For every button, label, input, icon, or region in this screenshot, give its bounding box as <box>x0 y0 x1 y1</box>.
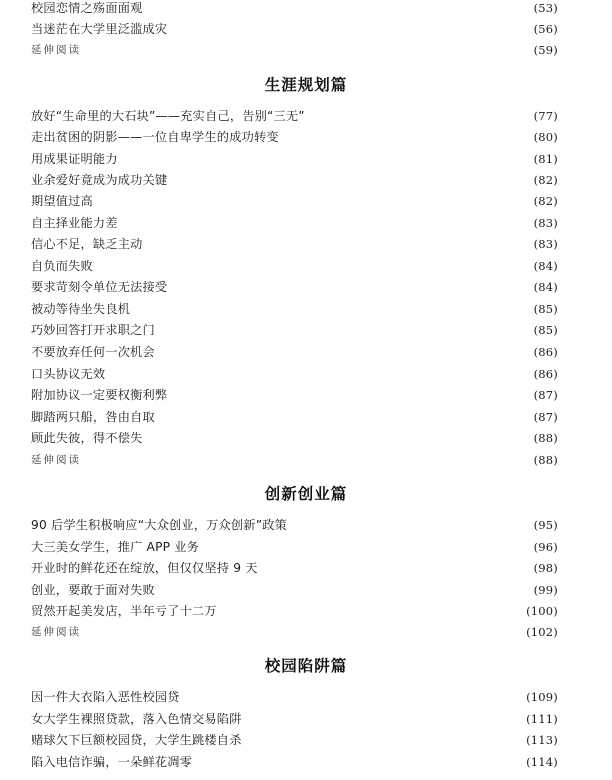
dot-leader <box>170 19 529 39</box>
toc-entry-page: (113) <box>526 733 558 747</box>
toc-entry[interactable] <box>31 385 558 405</box>
toc-entry-title: 陷入电信诈骗，一朵鲜花凋零 <box>31 755 193 769</box>
dot-leader <box>290 515 530 535</box>
toc-entry-title: 创业，要敢于面对失败 <box>31 583 155 597</box>
dot-leader <box>158 407 530 427</box>
dot-leader <box>146 234 530 254</box>
dot-leader <box>121 149 530 169</box>
section-heading: 生涯规划篇 <box>264 76 348 94</box>
toc-entry-page: (87) <box>533 388 558 402</box>
toc-entry[interactable] <box>31 191 558 211</box>
toc-entry-page: (98) <box>533 561 558 575</box>
dot-leader <box>121 213 530 233</box>
toc-entry[interactable] <box>31 537 558 557</box>
toc-entry-title: 被动等待坐失良机 <box>31 302 131 316</box>
toc-entry-page: (77) <box>533 109 558 123</box>
toc-entry-title: 因一件大衣陷入恶性校园贷 <box>31 690 180 704</box>
dot-leader <box>96 256 530 276</box>
toc-entry-title: 顾此失彼，得不偿失 <box>31 431 143 445</box>
toc-entry[interactable] <box>31 213 558 233</box>
toc-entry-page: (100) <box>526 604 558 618</box>
toc-entry-title: 自主择业能力差 <box>31 216 118 230</box>
toc-entry-page: (88) <box>533 431 558 445</box>
toc-entry-title: 大三美女学生，推广 APP 业务 <box>31 540 200 554</box>
toc-entry-page: (96) <box>533 540 558 554</box>
toc-entry-extended-reading[interactable] <box>31 40 558 60</box>
toc-entry-title: 赌球欠下巨额校园贷，大学生跳楼自杀 <box>31 733 242 747</box>
toc-entry-title: 信心不足，缺乏主动 <box>31 237 143 251</box>
toc-entry-title: 开业时的鲜花还在绽放，但仅仅坚持 9 天 <box>31 561 258 575</box>
toc-entry[interactable] <box>31 320 558 340</box>
toc-entry-title: 当迷茫在大学里泛滥成灾 <box>31 22 168 36</box>
toc-entry[interactable] <box>31 428 558 448</box>
dot-leader <box>158 320 530 340</box>
toc-entry-page: (109) <box>526 690 558 704</box>
toc-entry-extended-reading[interactable] <box>31 622 558 642</box>
dot-leader <box>170 170 529 190</box>
toc-entry-title: 延伸阅读 <box>31 454 81 466</box>
dot-leader <box>282 127 530 147</box>
toc-entry-page: (99) <box>533 583 558 597</box>
toc-entry-page: (53) <box>533 1 558 15</box>
toc-entry[interactable] <box>31 234 558 254</box>
toc-entry-title: 巧妙回答打开求职之门 <box>31 323 155 337</box>
toc-entry-page: (83) <box>533 237 558 251</box>
section-heading: 校园陷阱篇 <box>264 657 348 675</box>
toc-entry-title: 自负而失败 <box>31 259 93 273</box>
toc-entry-extended-reading[interactable] <box>31 450 558 470</box>
toc-entry-page: (86) <box>533 367 558 381</box>
toc-entry-page: (82) <box>533 173 558 187</box>
toc-entry[interactable] <box>31 149 558 169</box>
toc-entry[interactable] <box>31 515 558 535</box>
toc-entry[interactable] <box>31 127 558 147</box>
toc-entry-title: 延伸阅读 <box>31 44 81 56</box>
toc-entry-page: (56) <box>533 22 558 36</box>
dot-leader <box>146 428 530 448</box>
toc-entry-title: 不要放弃任何一次机会 <box>31 345 155 359</box>
toc-entry-title: 走出贫困的阴影——一位自卑学生的成功转变 <box>31 130 279 144</box>
toc-entry-title: 延伸阅读 <box>31 626 81 638</box>
toc-entry[interactable] <box>31 709 558 729</box>
toc-entry-title: 口头协议无效 <box>31 367 106 381</box>
dot-leader <box>84 450 530 470</box>
toc-entry-title: 用成果证明能力 <box>31 152 118 166</box>
toc-entry[interactable] <box>31 342 558 362</box>
toc-entry-page: (85) <box>533 323 558 337</box>
toc-entry-page: (82) <box>533 194 558 208</box>
toc-entry-page: (85) <box>533 302 558 316</box>
toc-entry-title: 贸然开起美发店，半年亏了十二万 <box>31 604 217 618</box>
toc-entry[interactable] <box>31 277 558 297</box>
dot-leader <box>202 537 530 557</box>
dot-leader <box>183 687 522 707</box>
dot-leader <box>108 364 529 384</box>
toc-entry[interactable] <box>31 364 558 384</box>
toc-entry[interactable] <box>31 407 558 427</box>
dot-leader <box>195 752 522 772</box>
toc-entry-title: 90 后学生积极响应“大众创业，万众创新”政策 <box>31 518 287 532</box>
toc-entry[interactable] <box>31 106 558 126</box>
toc-entry[interactable] <box>31 687 558 707</box>
toc-entry-page: (80) <box>533 130 558 144</box>
toc-entry[interactable] <box>31 580 558 600</box>
dot-leader <box>245 709 522 729</box>
toc-entry[interactable] <box>31 0 558 18</box>
toc-entry[interactable] <box>31 752 558 772</box>
section-heading: 创新创业篇 <box>264 485 348 503</box>
dot-leader <box>158 342 530 362</box>
toc-entry[interactable] <box>31 601 558 621</box>
toc-entry-page: (83) <box>533 216 558 230</box>
toc-entry-page: (84) <box>533 280 558 294</box>
toc-entry-page: (102) <box>526 625 558 639</box>
dot-leader <box>308 106 530 126</box>
dot-leader <box>133 299 529 319</box>
dot-leader <box>170 277 529 297</box>
dot-leader <box>96 191 530 211</box>
dot-leader <box>220 601 522 621</box>
toc-entry-title: 附加协议一定要权衡利弊 <box>31 388 168 402</box>
toc-entry[interactable] <box>31 558 558 578</box>
toc-entry-page: (81) <box>533 152 558 166</box>
dot-leader <box>261 558 530 578</box>
dot-leader <box>158 580 530 600</box>
toc-entry-page: (88) <box>533 453 558 467</box>
toc-entry-page: (111) <box>526 712 558 726</box>
toc-entry[interactable] <box>31 170 558 190</box>
toc-entry-title: 业余爱好竟成为成功关键 <box>31 173 168 187</box>
toc-entry[interactable] <box>31 730 558 750</box>
dot-leader <box>84 40 530 60</box>
toc-entry-page: (114) <box>526 755 558 769</box>
toc-entry-title: 校园恋情之殇面面观 <box>31 1 143 15</box>
toc-entry[interactable] <box>31 256 558 276</box>
toc-entry[interactable] <box>31 19 558 39</box>
toc-entry-title: 脚踏两只船，咎由自取 <box>31 410 155 424</box>
toc-entry-title: 女大学生裸照贷款，落入色情交易陷阱 <box>31 712 242 726</box>
toc-entry-title: 放好“生命里的大石块”——充实自己，告别“三无” <box>31 109 305 123</box>
dot-leader <box>146 0 530 18</box>
toc-entry-page: (84) <box>533 259 558 273</box>
toc-entry-page: (59) <box>533 43 558 57</box>
dot-leader <box>170 385 529 405</box>
dot-leader <box>84 622 522 642</box>
toc-entry-title: 要求苛刻令单位无法接受 <box>31 280 168 294</box>
toc-entry[interactable] <box>31 299 558 319</box>
toc-entry-page: (86) <box>533 345 558 359</box>
dot-leader <box>245 730 522 750</box>
toc-entry-page: (95) <box>533 518 558 532</box>
toc-entry-page: (87) <box>533 410 558 424</box>
toc-entry-title: 期望值过高 <box>31 194 93 208</box>
